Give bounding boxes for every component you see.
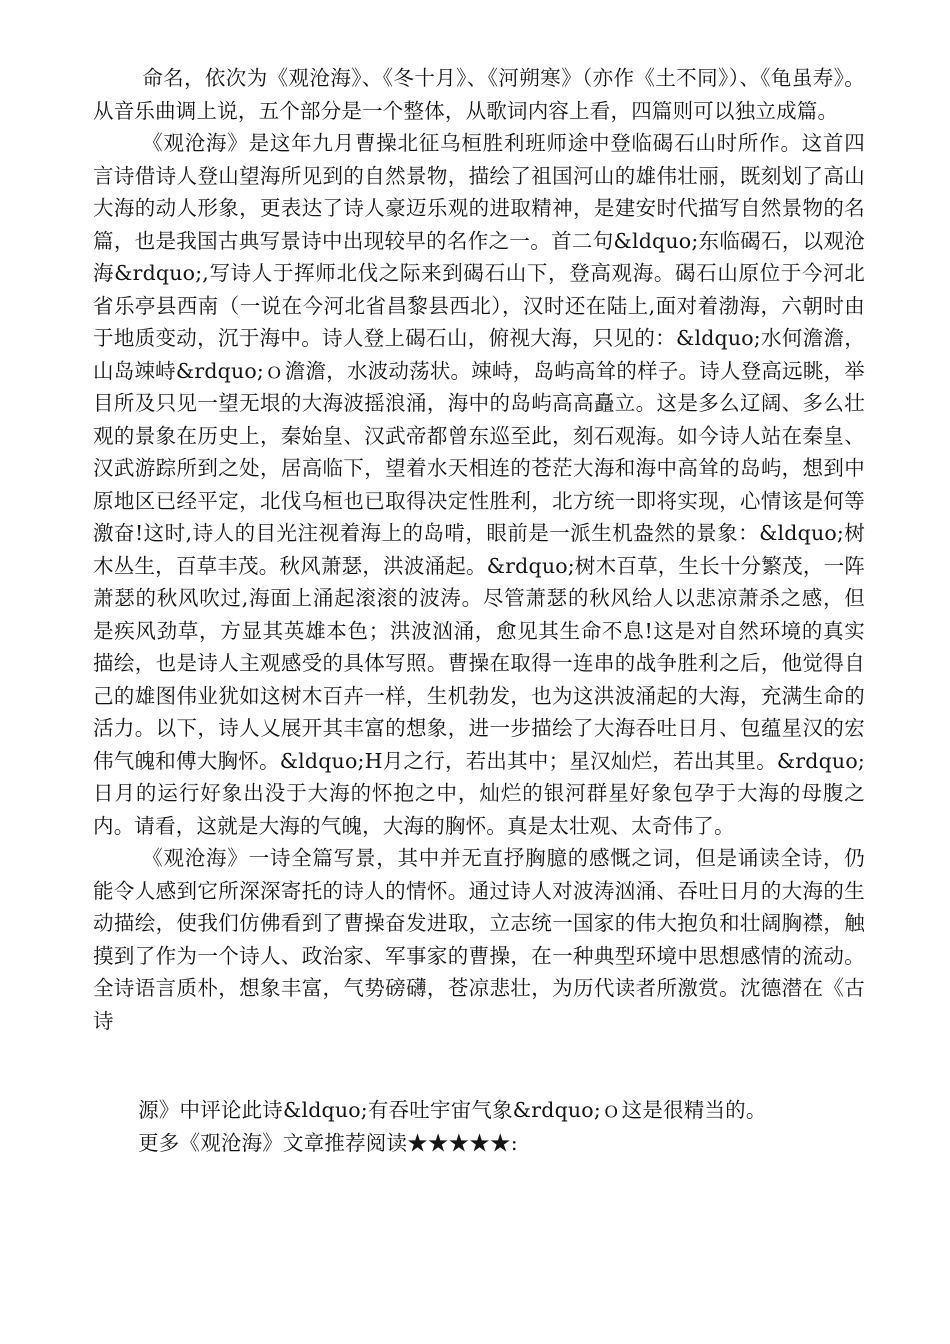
more-articles-link[interactable]: 更多《观沧海》文章推荐阅读★★★★★: bbox=[138, 1130, 518, 1155]
paragraph-intro: 命名，依次为《观沧海》、《冬十月》、《河朔寒》（亦作《土不同》）、《龟虽寿》。从音乐曲调上说，五个部分是一个整体，从歌词内容上看，四篇则可以独立成篇。 bbox=[93, 66, 865, 123]
paragraph-summary: 《观沧海》一诗全篇写景，其中并无直抒胸臆的感慨之词，但是诵读全诗，仍能令人感到它所深深寄托的诗人的情怀。通过诗人对波涛汹涌、吞吐日月的大海的生动描绘，使我们仿佛看到了曹操奋发进取，立志统一国家的伟大抱负和壮阔胸襟，触摸到了作为一个诗人、政治家、军事家的曹操，在一种典型环境中思想感情的流动。全诗语言质朴，想象丰富，气势磅礴，苍凉悲壮，为历代读者所激赏。沈德潜在《古诗 bbox=[93, 846, 865, 1033]
paragraph-analysis: 《观沧海》是这年九月曹操北征乌桓胜利班师途中登临碣石山时所作。这首四言诗借诗人登山望海所见到的自然景物，描绘了祖国河山的雄伟壮丽，既刻划了高山大海的动人形象，更表达了诗人豪迈乐观的进取精神，是建安时代描写自然景物的名篇，也是我国古典写景诗中出现较早的名作之一。首二句&ldquo;东临碣石，以观沧海&rdquo;,写诗人于挥师北伐之际来到碣石山下，登高观海。碣石山原位于今河北省乐亭县西南（一说在今河北省昌黎县西北），汉时还在陆上,面对着渤海，六朝时由于地质变动，沉于海中。诗人登上碣石山，俯视大海，只见的：&ldquo;水何澹澹，山岛竦峙&rdquo;ｏ澹澹，水波动荡状。竦峙，岛屿高耸的样子。诗人登高远眺，举目所及只见一望无垠的大海波摇浪涌，海中的岛屿高高矗立。这是多么辽阔、多么壮观的景象在历史上，秦始皇、汉武帝都曾东巡至此，刻石观海。如今诗人站在秦皇、汉武游踪所到之处，居高临下，望着水天相连的苍茫大海和海中高耸的岛屿，想到中原地区已经平定，北伐乌桓也已取得决定性胜利，北方统一即将实现，心情该是何等激奋!这时,诗人的目光注视着海上的岛啃，眼前是一派生机盎然的景象：&ldquo;树木丛生，百草丰茂。秋风萧瑟，洪波涌起。&rdquo;树木百草，生长十分繁茂，一阵萧瑟的秋风吹过,海面上涌起滚滚的波涛。尽管萧瑟的秋风给人以悲凉萧杀之感，但是疾风劲草，方显其英雄本色；洪波汹涌，愈见其生命不息!这是对自然环境的真实描绘，也是诗人主观感受的具体写照。曹操在取得一连串的战争胜利之后，他觉得自己的雄图伟业犹如这树木百卉一样，生机勃发，也为这洪波涌起的大海，充满生命的活力。以下，诗人乂展开其丰富的想象，进一步描绘了大海吞吐日月、包蕴星汉的宏伟气魄和傅大胸怀。&ldquo;H月之行，若出其中；星汉灿烂，若出其里。&rdquo;日月的运行好象出没于大海的怀抱之中，灿烂的银河群星好象包孕于大海的母腹之内。请看，这就是大海的气魄，大海的胸怀。真是太壮观、太奇伟了。 bbox=[93, 131, 865, 838]
article-continuation bbox=[93, 1094, 865, 1159]
paragraph-continuation: 源》中评论此诗&ldquo;有吞吐宇宙气象&rdquo;ｏ这是很精当的。 bbox=[138, 1098, 767, 1122]
article-body bbox=[93, 62, 865, 1037]
